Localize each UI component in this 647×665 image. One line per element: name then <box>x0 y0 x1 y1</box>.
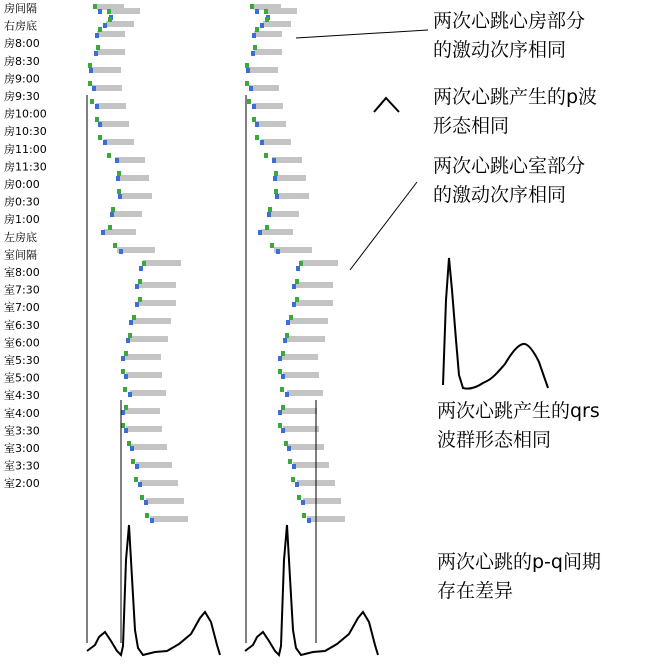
activation-start-marker <box>108 17 112 22</box>
activation-bar <box>91 67 121 73</box>
activation-bar <box>146 498 184 504</box>
activation-start-marker <box>289 315 293 320</box>
row-label: 左房底 <box>4 230 37 244</box>
activation-end-marker <box>118 194 122 199</box>
activation-start-marker <box>96 45 100 50</box>
activation-start-marker <box>274 189 278 194</box>
row-label: 房10:30 <box>4 125 47 139</box>
row-label: 室3:00 <box>4 442 40 455</box>
activation-end-marker <box>246 68 250 73</box>
activation-bar <box>122 193 152 199</box>
activation-bar <box>131 444 167 450</box>
activation-start-marker <box>255 135 259 140</box>
activation-end-marker <box>285 392 289 397</box>
activation-start-marker <box>107 153 111 158</box>
activation-bar <box>110 8 140 14</box>
activation-bar <box>115 157 145 163</box>
qrs-figure <box>443 258 548 389</box>
p-wave-note-line: 形态相同 <box>433 115 510 137</box>
activation-start-marker <box>285 333 289 338</box>
activation-start-marker <box>295 279 299 284</box>
activation-end-marker <box>138 482 142 487</box>
activation-bar <box>104 139 134 145</box>
pq-interval-note-line: 存在差异 <box>437 580 514 602</box>
activation-end-marker <box>124 428 128 433</box>
activation-end-marker <box>275 194 279 199</box>
activation-end-marker <box>249 86 253 91</box>
activation-bar <box>279 193 309 199</box>
activation-end-marker <box>150 518 154 523</box>
activation-end-marker <box>278 410 282 415</box>
activation-bar <box>293 462 329 468</box>
row-label: 室3:30 <box>4 424 40 438</box>
activation-end-marker <box>129 320 133 325</box>
activation-bar <box>276 175 306 181</box>
activation-end-marker <box>276 249 280 254</box>
activation-start-marker <box>264 9 268 14</box>
activation-bar <box>253 103 283 109</box>
callout-leaders <box>296 30 428 270</box>
activation-start-marker <box>250 4 254 9</box>
activation-start-marker <box>98 27 102 32</box>
row-label: 房9:30 <box>4 90 40 103</box>
activation-end-marker <box>94 51 98 56</box>
activation-start-marker <box>299 261 303 266</box>
activation-end-marker <box>135 464 139 469</box>
activation-bar <box>282 354 318 360</box>
row-label: 室5:30 <box>4 354 40 367</box>
p-wave-note-line: 两次心跳产生的p波 <box>433 86 598 108</box>
activation-start-marker <box>145 513 149 518</box>
row-label: 室7:30 <box>4 283 40 297</box>
activation-start-marker <box>108 225 112 230</box>
row-label: 房0:00 <box>4 178 40 191</box>
activation-end-marker <box>116 176 120 181</box>
activation-bar <box>281 408 317 414</box>
activation-end-marker <box>281 374 285 379</box>
activation-start-marker <box>252 117 256 122</box>
activation-start-marker <box>281 405 285 410</box>
activation-end-marker <box>260 23 264 28</box>
activation-end-marker <box>89 68 93 73</box>
activation-bar <box>112 211 142 217</box>
activation-end-marker <box>115 158 119 163</box>
activation-start-marker <box>113 243 117 248</box>
ventricular-callout-line <box>350 182 417 270</box>
activation-bar <box>269 211 299 217</box>
activation-start-marker <box>245 81 249 86</box>
activation-end-marker <box>255 122 259 127</box>
activation-end-marker <box>110 212 114 217</box>
activation-bar <box>287 390 323 396</box>
activation-bar <box>99 121 129 127</box>
row-label: 右房底 <box>4 19 37 33</box>
activation-end-marker <box>126 338 130 343</box>
activation-end-marker <box>103 23 107 28</box>
activation-start-marker <box>295 297 299 302</box>
activation-end-marker <box>283 338 287 343</box>
row-label: 室5:00 <box>4 371 40 385</box>
activation-bar <box>287 336 325 342</box>
activation-start-marker <box>107 9 111 14</box>
row-label: 室4:00 <box>4 406 40 420</box>
qrs-note-line: 波群形态相同 <box>437 429 552 451</box>
row-label: 室6:30 <box>4 318 40 332</box>
activation-bar <box>303 498 341 504</box>
activation-bar <box>283 426 319 432</box>
activation-bar <box>256 121 286 127</box>
activation-start-marker <box>95 117 99 122</box>
activation-bar <box>261 139 291 145</box>
row-labels <box>4 1 47 490</box>
activation-bar <box>133 318 171 324</box>
activation-bar <box>249 85 279 91</box>
atrial-callout-line <box>296 30 428 38</box>
activation-start-marker <box>245 63 249 68</box>
activation-start-marker <box>117 189 121 194</box>
activation-end-marker <box>130 446 134 451</box>
ventricular-sequence-note-line: 两次心跳心室部分 <box>433 155 586 177</box>
activation-end-marker <box>121 356 125 361</box>
row-label: 室6:00 <box>4 336 40 350</box>
activation-start-marker <box>132 315 136 320</box>
activation-end-marker <box>301 500 305 505</box>
activation-end-marker <box>281 428 285 433</box>
activation-start-marker <box>90 99 94 104</box>
row-label: 房1:00 <box>4 213 40 227</box>
activation-bar <box>136 462 172 468</box>
activation-bar <box>143 260 181 266</box>
atrial-sequence-note-line: 的激动次序相同 <box>433 39 567 61</box>
activation-bar <box>288 444 324 450</box>
ventricular-sequence-note-line: 的激动次序相同 <box>433 184 567 206</box>
row-label: 房11:00 <box>4 142 47 156</box>
activation-end-marker <box>139 266 143 271</box>
beat-1-activation-map <box>87 4 220 655</box>
activation-bar <box>92 85 122 91</box>
row-label: 房8:00 <box>4 37 40 51</box>
activation-end-marker <box>273 176 277 181</box>
activation-start-marker <box>117 171 121 176</box>
pq-interval-note-line: 两次心跳的p-q间期 <box>437 551 601 573</box>
activation-end-marker <box>292 284 296 289</box>
activation-end-marker <box>101 230 105 235</box>
p-wave-trace <box>374 98 399 112</box>
activation-start-marker <box>142 261 146 266</box>
activation-end-marker <box>295 482 299 487</box>
activation-bar <box>130 390 166 396</box>
activation-start-marker <box>255 27 259 32</box>
activation-bar <box>138 300 176 306</box>
activation-end-marker <box>98 122 102 127</box>
activation-start-marker <box>270 243 274 248</box>
activation-end-marker <box>286 320 290 325</box>
row-label: 室间隔 <box>4 248 37 262</box>
activation-start-marker <box>140 495 144 500</box>
activation-bar <box>283 372 319 378</box>
activation-start-marker <box>265 17 269 22</box>
qrs-note-line: 两次心跳产生的qrs <box>437 400 600 422</box>
activation-start-marker <box>138 279 142 284</box>
activation-end-marker <box>278 356 282 361</box>
activation-end-marker <box>92 86 96 91</box>
activation-end-marker <box>251 51 255 56</box>
row-label: 室7:00 <box>4 301 40 315</box>
row-label: 室2:00 <box>4 477 40 491</box>
activation-bar <box>126 372 162 378</box>
activation-bar <box>300 260 338 266</box>
activation-start-marker <box>281 351 285 356</box>
activation-end-marker <box>128 392 132 397</box>
activation-bar <box>124 408 160 414</box>
activation-bar <box>138 282 176 288</box>
activation-start-marker <box>88 63 92 68</box>
row-label: 房间隔 <box>4 2 37 15</box>
activation-bar <box>97 49 125 55</box>
activation-start-marker <box>278 423 282 428</box>
activation-start-marker <box>138 297 142 302</box>
ecg-trace-beat-1 <box>87 525 220 655</box>
activation-end-marker <box>119 249 123 254</box>
activation-start-marker <box>302 513 306 518</box>
activation-end-marker <box>258 230 262 235</box>
activation-bar <box>119 175 149 181</box>
row-label: 房0:30 <box>4 195 40 209</box>
activation-start-marker <box>284 441 288 446</box>
activation-bar <box>295 282 333 288</box>
activation-end-marker <box>103 140 107 145</box>
activation-bar <box>150 516 188 522</box>
activation-start-marker <box>280 387 284 392</box>
activation-start-marker <box>264 153 268 158</box>
activation-start-marker <box>88 81 92 86</box>
p-wave-figure <box>374 98 399 112</box>
row-label: 室4:30 <box>4 389 40 403</box>
row-label: 室8:00 <box>4 266 40 279</box>
activation-start-marker <box>288 459 292 464</box>
row-label: 房8:30 <box>4 54 40 68</box>
activation-start-marker <box>297 495 301 500</box>
activation-start-marker <box>121 423 125 428</box>
activation-start-marker <box>93 4 97 9</box>
activation-start-marker <box>265 225 269 230</box>
activation-bar <box>130 336 168 342</box>
activation-bar <box>96 103 126 109</box>
activation-bar <box>126 426 162 432</box>
activation-start-marker <box>247 99 251 104</box>
activation-end-marker <box>95 104 99 109</box>
row-label: 房11:30 <box>4 160 47 174</box>
activation-end-marker <box>292 302 296 307</box>
activation-end-marker <box>267 212 271 217</box>
activation-start-marker <box>253 45 257 50</box>
activation-start-marker <box>291 477 295 482</box>
activation-start-marker <box>131 459 135 464</box>
qrs-trace <box>443 258 548 389</box>
activation-end-marker <box>124 374 128 379</box>
activation-start-marker <box>268 207 272 212</box>
activation-bar <box>125 354 161 360</box>
beat-2-activation-map <box>245 4 378 655</box>
row-label: 室3:30 <box>4 459 40 473</box>
activation-bar <box>248 67 278 73</box>
atrial-sequence-note-line: 两次心跳心房部分 <box>433 10 586 32</box>
activation-bar <box>290 318 328 324</box>
activation-end-marker <box>144 500 148 505</box>
activation-bar <box>307 516 345 522</box>
activation-start-marker <box>123 387 127 392</box>
ecg-trace-beat-2 <box>245 525 378 655</box>
activation-end-marker <box>135 284 139 289</box>
activation-start-marker <box>124 351 128 356</box>
activation-end-marker <box>296 266 300 271</box>
activation-start-marker <box>134 477 138 482</box>
activation-bar <box>267 8 297 14</box>
annotations <box>433 10 601 602</box>
activation-start-marker <box>127 441 131 446</box>
activation-end-marker <box>135 302 139 307</box>
activation-bar <box>272 157 302 163</box>
activation-end-marker <box>287 446 291 451</box>
activation-end-marker <box>260 140 264 145</box>
activation-start-marker <box>121 369 125 374</box>
activation-start-marker <box>128 333 132 338</box>
row-label: 房9:00 <box>4 72 40 86</box>
activation-bar <box>140 480 178 486</box>
activation-end-marker <box>95 33 99 38</box>
activation-end-marker <box>121 410 125 415</box>
activation-end-marker <box>307 518 311 523</box>
activation-bar <box>254 49 282 55</box>
activation-start-marker <box>124 405 128 410</box>
activation-end-marker <box>252 33 256 38</box>
activation-start-marker <box>278 369 282 374</box>
activation-end-marker <box>98 9 102 14</box>
activation-end-marker <box>292 464 296 469</box>
row-label: 房10:00 <box>4 107 47 121</box>
activation-start-marker <box>111 207 115 212</box>
activation-end-marker <box>255 9 259 14</box>
activation-start-marker <box>98 135 102 140</box>
activation-start-marker <box>274 171 278 176</box>
activation-bar <box>295 300 333 306</box>
activation-end-marker <box>272 158 276 163</box>
activation-end-marker <box>252 104 256 109</box>
